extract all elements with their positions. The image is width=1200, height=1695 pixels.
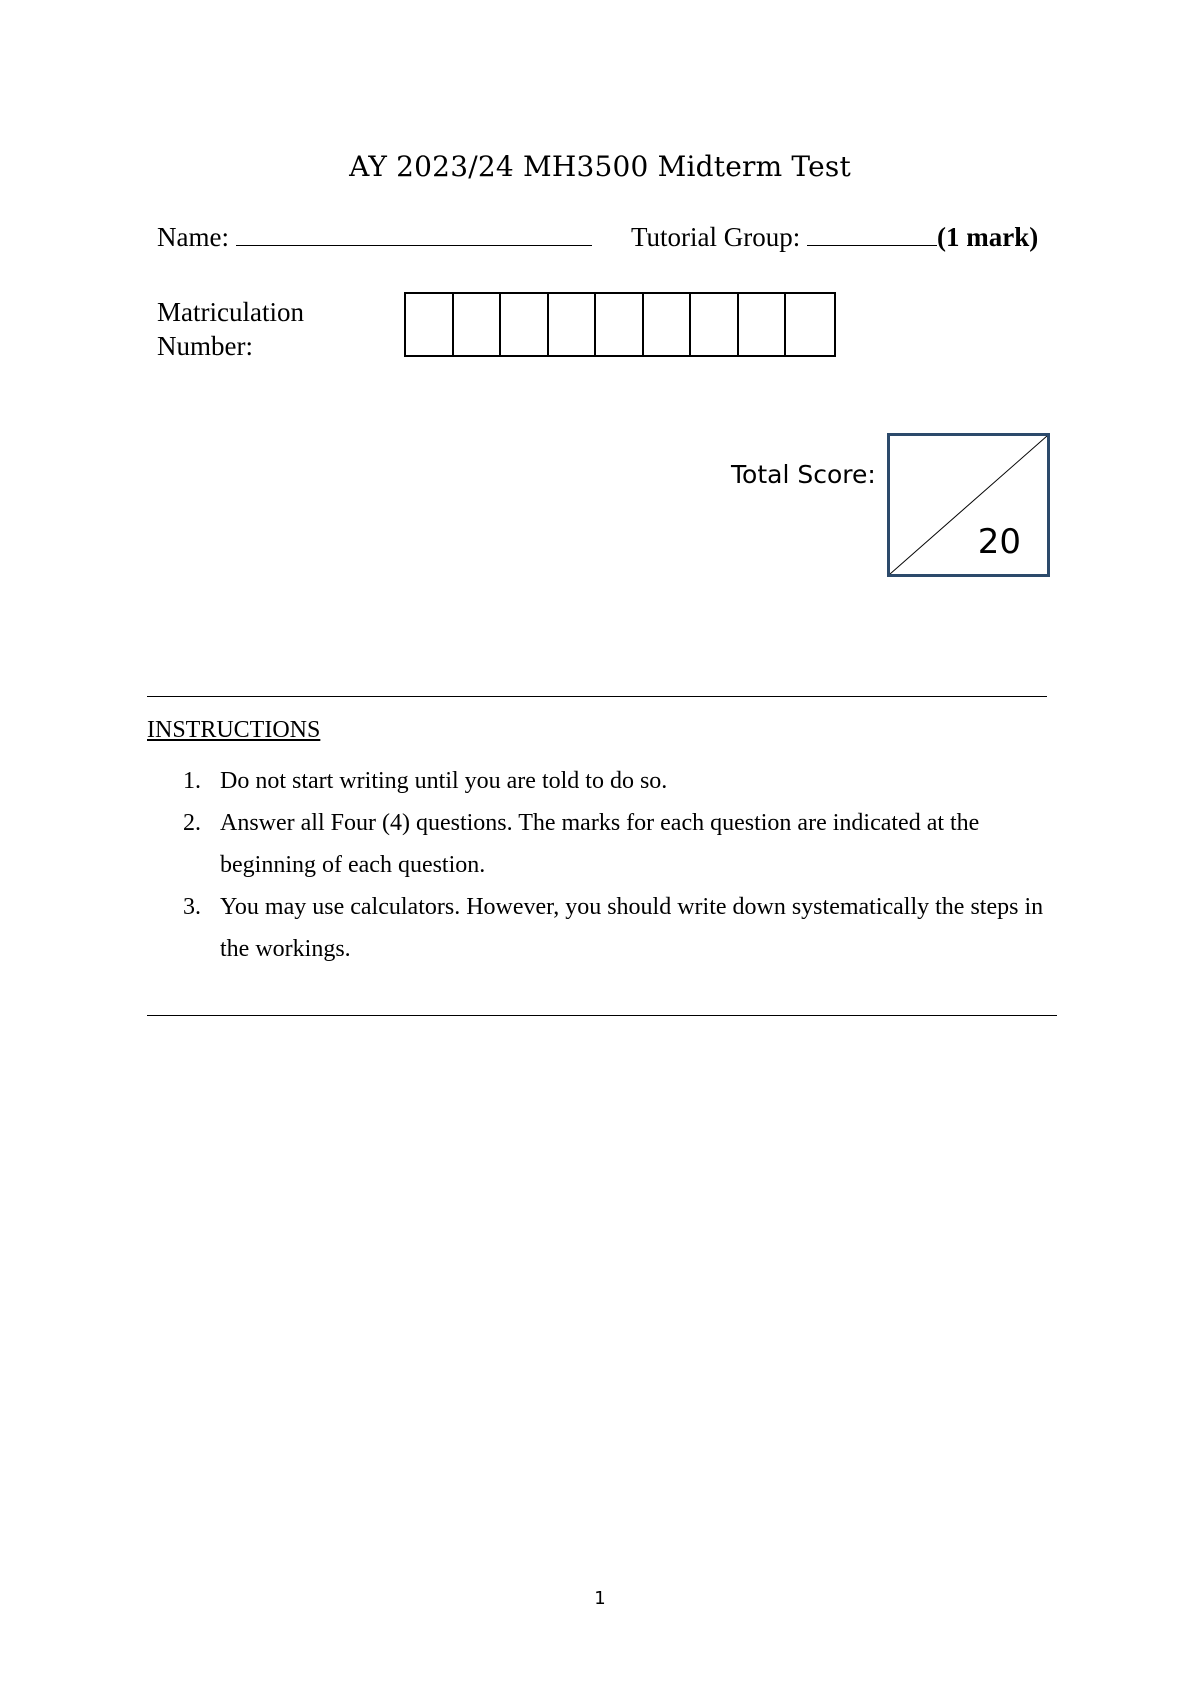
instruction-text: You may use calculators. However, you should write down systematically the steps in the workings. [220,894,1044,962]
matriculation-box[interactable] [644,294,692,355]
tutorial-group-blank[interactable] [807,223,937,246]
matriculation-box[interactable] [786,294,834,355]
matriculation-label-line2: Number: [157,331,253,361]
page-number: 1 [594,1588,606,1609]
diagonal-slash [890,436,1047,574]
matriculation-box[interactable] [739,294,787,355]
total-score-label: Total Score: [731,460,876,489]
divider-bottom [147,1015,1057,1016]
matriculation-box[interactable] [691,294,739,355]
instruction-item [147,802,1067,886]
matriculation-box[interactable] [549,294,597,355]
matriculation-boxes [404,292,836,357]
instruction-item [147,760,1067,802]
matriculation-box[interactable] [406,294,454,355]
name-blank[interactable] [236,223,592,246]
matriculation-box[interactable] [501,294,549,355]
matriculation-box[interactable] [596,294,644,355]
matriculation-label-line1: Matriculation [157,297,304,327]
total-score-box[interactable] [887,433,1050,577]
instructions-list [147,760,1067,970]
instruction-number: 3. [183,894,201,920]
instruction-text: Answer all Four (4) questions. The marks for each question are indicated at the beginning of each question. [220,810,980,878]
instruction-number: 2. [183,810,201,836]
matriculation-label [157,295,304,363]
instruction-number: 1. [183,768,201,794]
tutorial-group-label: Tutorial Group: [631,222,801,252]
divider-top [147,696,1047,697]
page-title: AY 2023/24 MH3500 Midterm Test [349,150,851,183]
instruction-text: Do not start writing until you are told to do so. [220,768,668,794]
matriculation-box[interactable] [454,294,502,355]
name-label: Name: [157,222,229,252]
tutorial-group-row [631,222,1038,253]
name-row [157,222,592,253]
instruction-item [147,886,1067,970]
total-score-max: 20 [977,522,1021,562]
instructions-heading: INSTRUCTIONS [147,717,321,743]
tutorial-group-mark: (1 mark) [937,222,1039,252]
